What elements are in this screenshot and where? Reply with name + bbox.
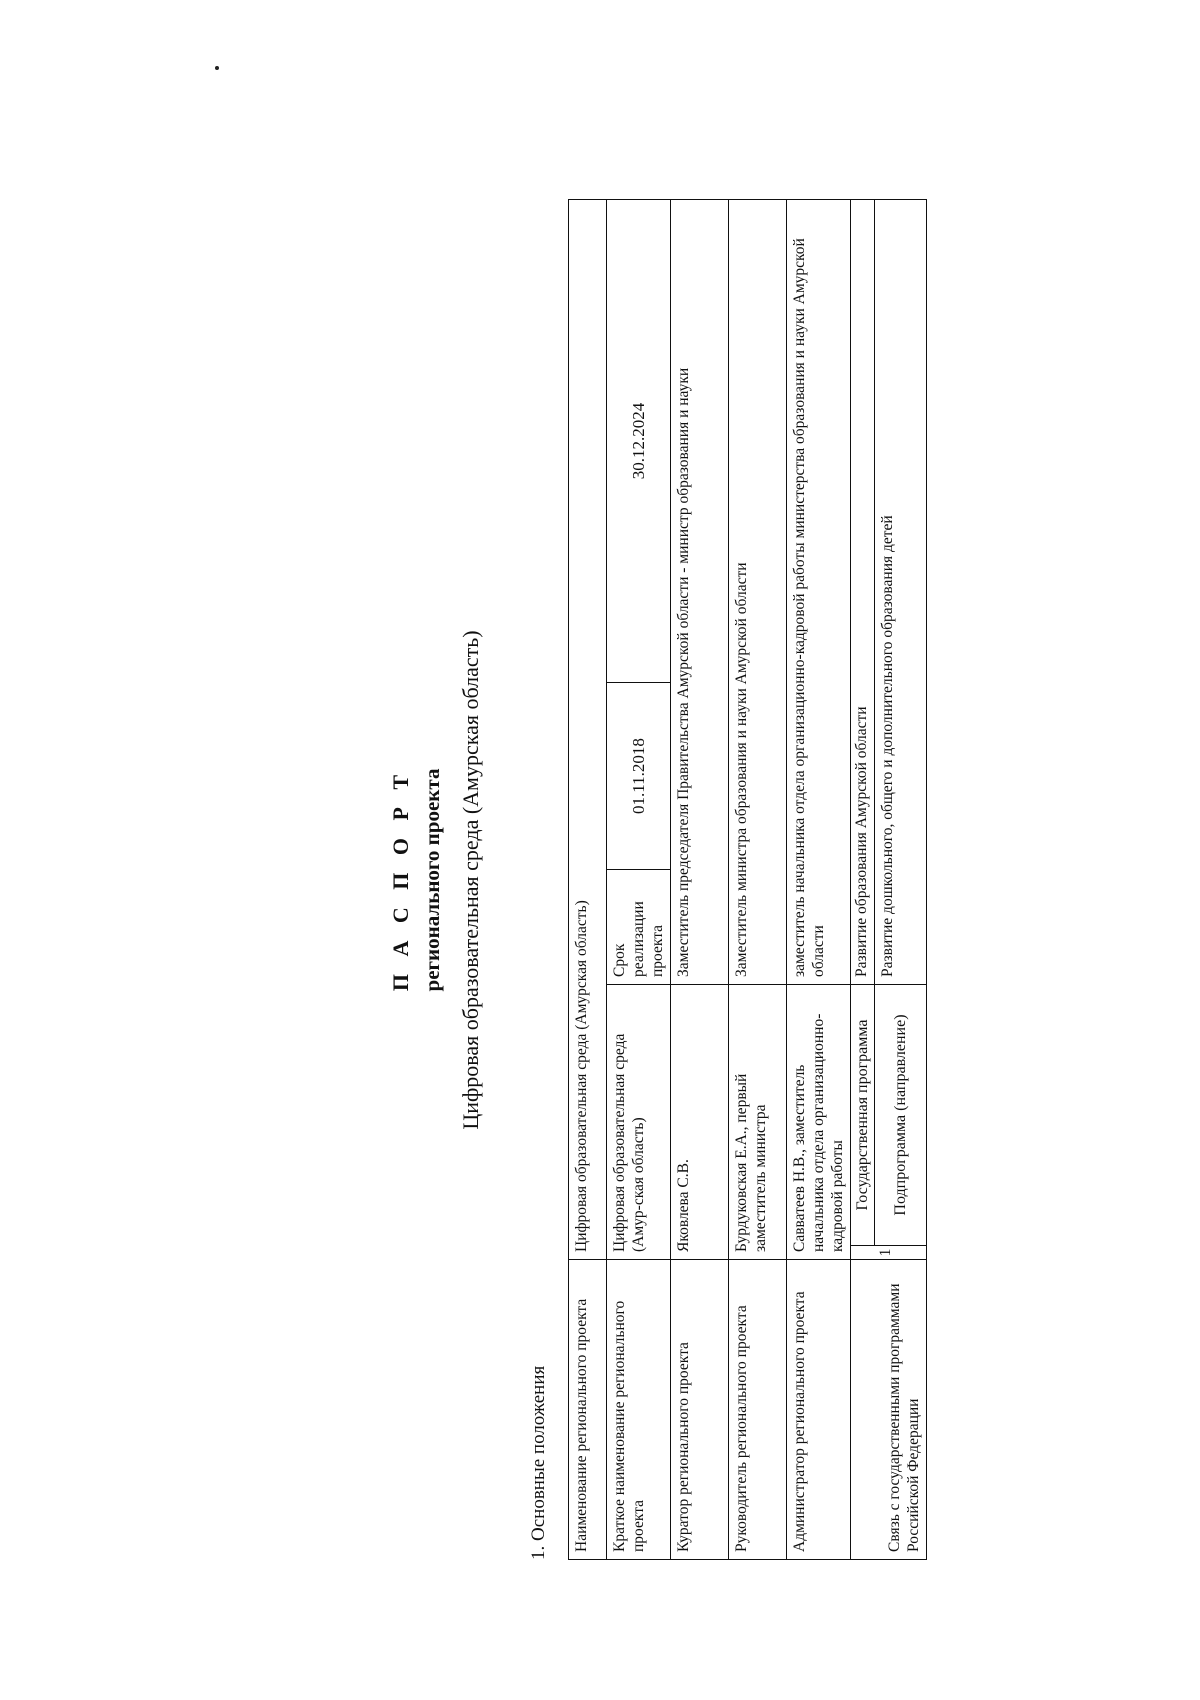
name-value: Цифровая образовательная среда (Амурская область) xyxy=(569,199,607,1259)
project-name-heading: Цифровая образовательная среда (Амурская область) xyxy=(458,630,483,1130)
table-row xyxy=(851,199,875,1559)
document-title: П А С П О Р Т xyxy=(388,768,413,992)
gp-value: Развитие образования Амурской области xyxy=(851,199,875,984)
table-row xyxy=(729,199,787,1559)
name-label: Наименование регионального проекта xyxy=(569,1260,607,1560)
admin-position: заместитель начальника отдела организационно-кадровой работы министерства образования и науки Амурской области xyxy=(787,199,851,984)
subprogram-value: Развитие дошкольного, общего и дополнительного образования детей xyxy=(875,199,927,984)
table-row xyxy=(569,199,607,1559)
period-label: Срок реализации проекта xyxy=(607,870,671,985)
gp-label: Государственная программа xyxy=(851,985,875,1246)
gp-spacer xyxy=(851,1246,875,1260)
scan-speck xyxy=(215,66,219,70)
document-subtitle: регионального проекта xyxy=(420,768,444,992)
curator-name: Яковлева С.В. xyxy=(671,985,729,1260)
short-name-value: Цифровая образовательная среда (Амур-ская область) xyxy=(607,985,671,1260)
admin-name: Савватеев Н.В., заместитель начальника отдела организационно-кадровой работы xyxy=(787,985,851,1260)
passport-table xyxy=(568,199,927,1560)
table-row xyxy=(607,199,671,1559)
period-start: 01.11.2018 xyxy=(607,683,671,870)
short-name-label: Краткое наименование регионального проекта xyxy=(607,1260,671,1560)
head-position: Заместитель министра образования и науки Амурской области xyxy=(729,199,787,984)
admin-label: Администратор регионального проекта xyxy=(787,1260,851,1560)
head-label: Руководитель регионального проекта xyxy=(729,1260,787,1560)
curator-label: Куратор регионального проекта xyxy=(671,1260,729,1560)
link-label: Связь с государственными программами Российской Федерации xyxy=(851,1260,927,1560)
curator-position: Заместитель председателя Правительства Амурской области - министр образования и науки xyxy=(671,199,729,984)
section-heading: 1. Основные положения xyxy=(528,1365,549,1560)
period-end: 30.12.2024 xyxy=(607,199,671,682)
table-row xyxy=(671,199,729,1559)
subprogram-number: 1 xyxy=(875,1246,927,1260)
rotated-page xyxy=(360,200,1180,1560)
subprogram-label: Подпрограмма (направление) xyxy=(875,985,927,1246)
head-name: Бурдуковская Е.А., первый заместитель министра xyxy=(729,985,787,1260)
table-row xyxy=(787,199,851,1559)
